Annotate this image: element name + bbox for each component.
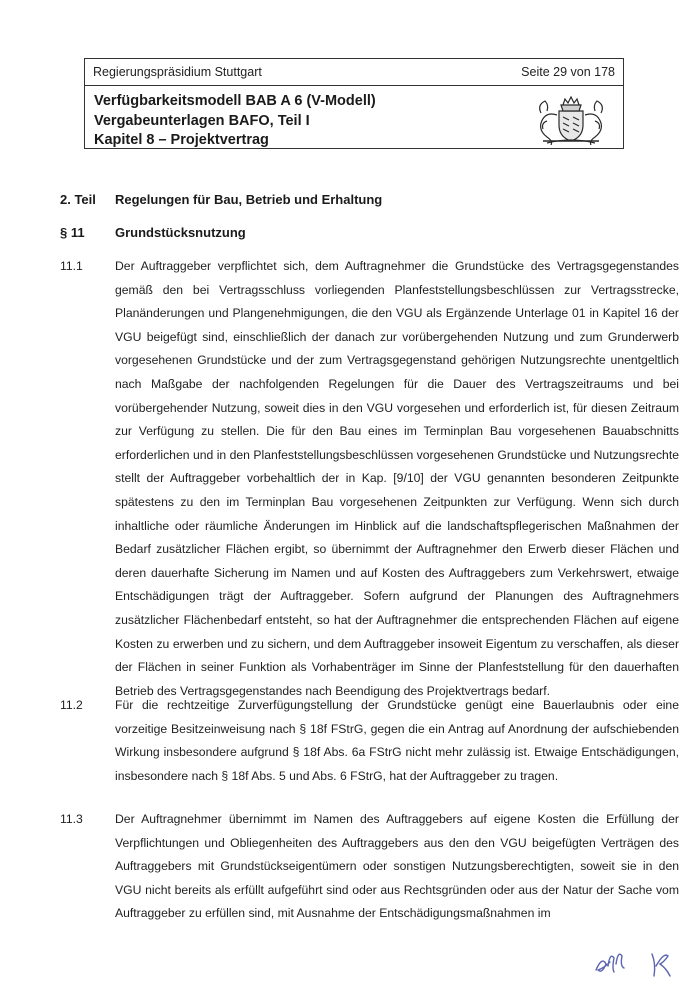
title-line-3: Kapitel 8 – Projektvertrag <box>94 132 269 148</box>
page-header <box>84 58 624 149</box>
page-number: Seite 29 von 178 <box>521 65 615 79</box>
paragraph-number: 11.3 <box>60 812 83 826</box>
paragraph-text: Der Auftraggeber verpflichtet sich, dem Auftragnehmer die Grundstücke des Vertragsgegenstandes gemäß den bei Vertragsschluss vorliegenden Planfeststellungsbeschlüssen zur Vertragsstrecke, Planänderungen und Plangenehmigungen, die den VGU als Ergänzende Unterlage 01 in Kapitel 16 der VGU beigefügt sind, einschließlich der danach zur vorübergehenden Nutzung und zum Grunderwerb vorgesehenen Grundstücke und der zum Vertragsgegenstand gehörigen Nutzungsrechte unentgeltlich nach Maßgabe der nachfolgenden Regelungen für die Dauer des Vertragszeitraums und bei vorübergehender Nutzung, soweit dies in den VGU vorgesehen und erforderlich ist, für diesen Zeitraum zur Verfügung zu stellen. Die für den Bau eines im Terminplan Bau vorgesehenen Bauabschnitts erforderlichen und in den Planfeststellungsbeschlüssen vorgesehenen Grundstücke und Nutzungsrechte stellt der Auftraggeber vorbehaltlich der in Kap. [9/10] der VGU genannten besonderen Zeitpunkte spätestens zu den im Terminplan Bau vorgesehenen Zeitpunkten zur Verfügung. Wenn sich durch inhaltliche oder räumliche Änderungen im Hinblick auf die landschaftspflegerischen Maßnahmen der Bedarf zusätzlicher Flächen ergibt, so übernimmt der Auftragnehmer den Erwerb dieser Flächen und deren dauerhafte Sicherung im Namen und auf Kosten des Auftraggebers zum Verkehrswert, etwaige Entschädigungen trägt der Auftraggeber. Sofern aufgrund der Planungen des Auftragnehmers zusätzlicher Flächenbedarf entsteht, so hat der Auftragnehmer die entsprechenden Flächen auf eigene Kosten zu erwerben und zu sichern, und dem Auftraggeber insoweit Eigentum zu verschaffen, als dieser der Flächen in seiner Funktion als Vorhabenträger im Sinne der Planfeststellung für den dauerhaften Betrieb des Vertragsgegenstandes nach Beendigung des Projektvertrags bedarf. <box>115 259 679 698</box>
document-title <box>94 92 376 151</box>
authority-name: Regierungspräsidium Stuttgart <box>93 65 262 79</box>
title-line-1: Verfügbarkeitsmodell BAB A 6 (V-Modell) <box>94 93 376 109</box>
section-title: Grundstücksnutzung <box>115 225 246 240</box>
paragraph-number: 11.1 <box>60 259 83 273</box>
paragraph-text: Der Auftragnehmer übernimmt im Namen des Auftraggebers auf eigene Kosten die Erfüllung der Verpflichtungen und Obliegenheiten des Auftraggebers aus den den VGU beigefügten Verträgen des Auftraggebers mit Grundstückseigentümern oder sonstigen Nutzungsberechtigten, soweit sie in den VGU nicht bereits als erfüllt aufgeführt sind oder aus Rechtsgründen oder aus der Natur der Sache vom Auftraggeber zu erfüllen sind, mit Ausnahme der Entschädigungsmaßnahmen im <box>115 812 679 921</box>
header-top-row <box>85 59 623 86</box>
title-line-2: Vergabeunterlagen BAFO, Teil I <box>94 112 310 129</box>
handwritten-initials-icon <box>592 948 682 982</box>
section-number: § 11 <box>60 225 85 240</box>
part-title: Regelungen für Bau, Betrieb und Erhaltung <box>115 192 383 207</box>
paragraph-text: Für die rechtzeitige Zurverfügungstellung der Grundstücke genügt eine Bauerlaubnis oder eine vorzeitige Besitzeinweisung nach § 18f FStrG, gegen die ein Antrag auf Anordnung der aufschiebenden Wirkung insbesondere aufgrund § 18f Abs. 6a FStrG nicht mehr zulässig ist. Etwaige Entschädigungen, insbesondere nach § 18f Abs. 5 und Abs. 6 FStrG, hat der Auftraggeber zu tragen. <box>115 698 679 783</box>
paragraph-number: 11.2 <box>60 698 83 712</box>
coat-of-arms-icon <box>529 91 613 145</box>
part-number: 2. Teil <box>60 192 96 207</box>
